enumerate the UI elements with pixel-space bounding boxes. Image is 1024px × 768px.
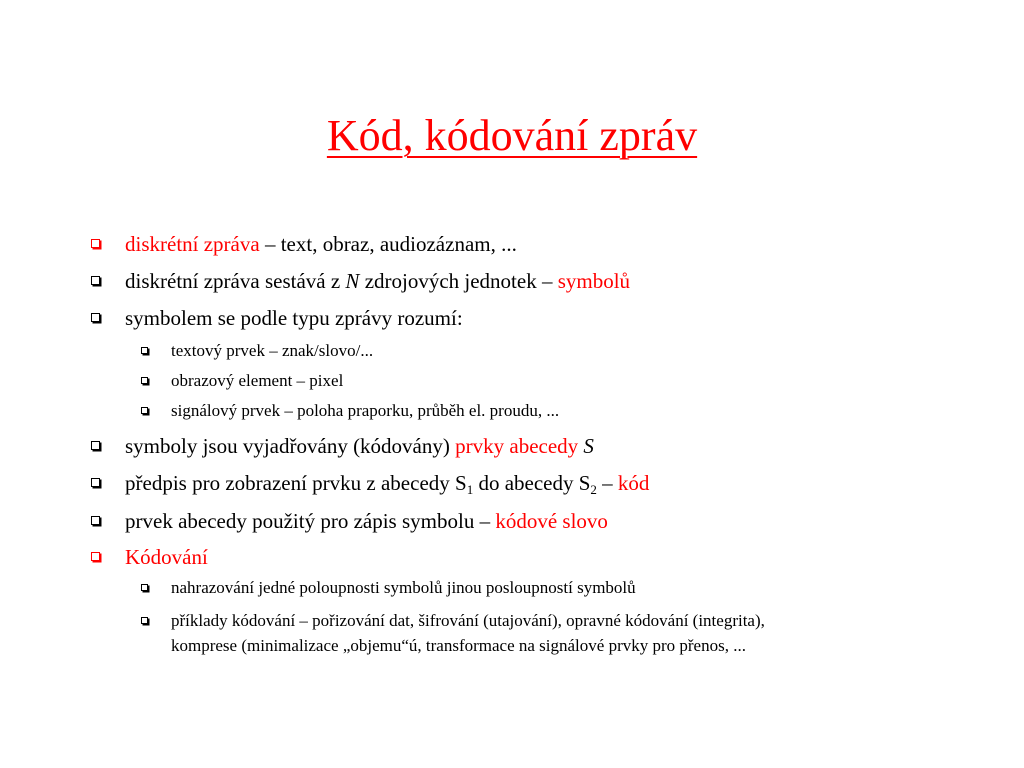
slide-title-text: Kód, kódování zpráv <box>326 111 698 160</box>
bullet-1-highlight: diskrétní zpráva <box>125 232 260 256</box>
bullet-2-highlight: symbolů <box>557 269 631 293</box>
hollow-square-bullet-icon <box>91 478 100 487</box>
bullet-4-text: symboly jsou vyjadřovány (kódovány) <box>125 434 456 458</box>
sub-bullet-item-3b <box>171 370 343 392</box>
bullet-3-text: symbolem se podle typu zprávy rozumí: <box>125 306 463 330</box>
sub-bullet-7b-line-2: komprese (minimalizace „objemu“ú, transformace na signálové prvky pro přenos, ... <box>171 636 746 655</box>
hollow-square-bullet-icon <box>91 276 100 285</box>
bullet-item-2 <box>125 268 630 294</box>
hollow-square-bullet-icon <box>91 552 100 561</box>
bullet-item-7 <box>125 544 208 570</box>
sub-bullet-7a-text: nahrazování jedné poloupnosti symbolů jinou posloupností symbolů <box>171 578 636 597</box>
bullet-5-subscript-2: 2 <box>590 482 597 497</box>
bullet-5-subscript-1: 1 <box>466 482 474 497</box>
bullet-2-text: diskrétní zpráva sestává z <box>125 269 346 293</box>
hollow-square-bullet-icon <box>141 407 148 414</box>
bullet-6-text: prvek abecedy použitý pro zápis symbolu – <box>125 509 496 533</box>
sub-bullet-3a-text: textový prvek – znak/slovo/... <box>171 341 374 360</box>
hollow-square-bullet-icon <box>91 239 100 248</box>
hollow-square-bullet-icon <box>91 441 100 450</box>
bullet-2-variable: N <box>345 269 360 293</box>
sub-bullet-item-3c <box>171 400 559 422</box>
sub-bullet-7b-line-1: příklady kódování – pořizování dat, šifrování (utajování), opravné kódování (integrita), <box>171 611 765 630</box>
bullet-5-highlight: kód <box>617 471 650 495</box>
bullet-5-text: předpis pro zobrazení prvku z abecedy S <box>125 471 467 495</box>
bullet-item-6 <box>125 508 608 534</box>
bullet-item-4 <box>125 433 594 459</box>
hollow-square-bullet-icon <box>91 516 100 525</box>
sub-bullet-3c-text: signálový prvek – poloha praporku, průběh el. proudu, ... <box>171 401 560 420</box>
bullet-5-text-2: do abecedy S <box>473 471 591 495</box>
bullet-7-highlight: Kódování <box>125 545 208 569</box>
bullet-4-highlight: prvky abecedy <box>455 434 584 458</box>
sub-bullet-item-7b <box>171 610 765 632</box>
bullet-5-text-3: – <box>596 471 618 495</box>
sub-bullet-item-7a <box>171 577 636 599</box>
hollow-square-bullet-icon <box>91 313 100 322</box>
bullet-2-text-2: zdrojových jednotek – <box>359 269 558 293</box>
hollow-square-bullet-icon <box>141 584 148 591</box>
bullet-1-text: – text, obraz, audiozáznam, ... <box>259 232 517 256</box>
sub-bullet-item-7b-continuation <box>171 635 746 657</box>
sub-bullet-3b-text: obrazový element – pixel <box>171 371 344 390</box>
hollow-square-bullet-icon <box>141 347 148 354</box>
hollow-square-bullet-icon <box>141 377 148 384</box>
bullet-item-3 <box>125 305 463 331</box>
bullet-6-highlight: kódové slovo <box>495 509 608 533</box>
slide-title <box>0 108 1024 164</box>
bullet-4-variable: S <box>583 434 594 458</box>
bullet-item-1 <box>125 231 517 257</box>
sub-bullet-item-3a <box>171 340 373 362</box>
bullet-item-5 <box>125 470 649 496</box>
hollow-square-bullet-icon <box>141 617 148 624</box>
